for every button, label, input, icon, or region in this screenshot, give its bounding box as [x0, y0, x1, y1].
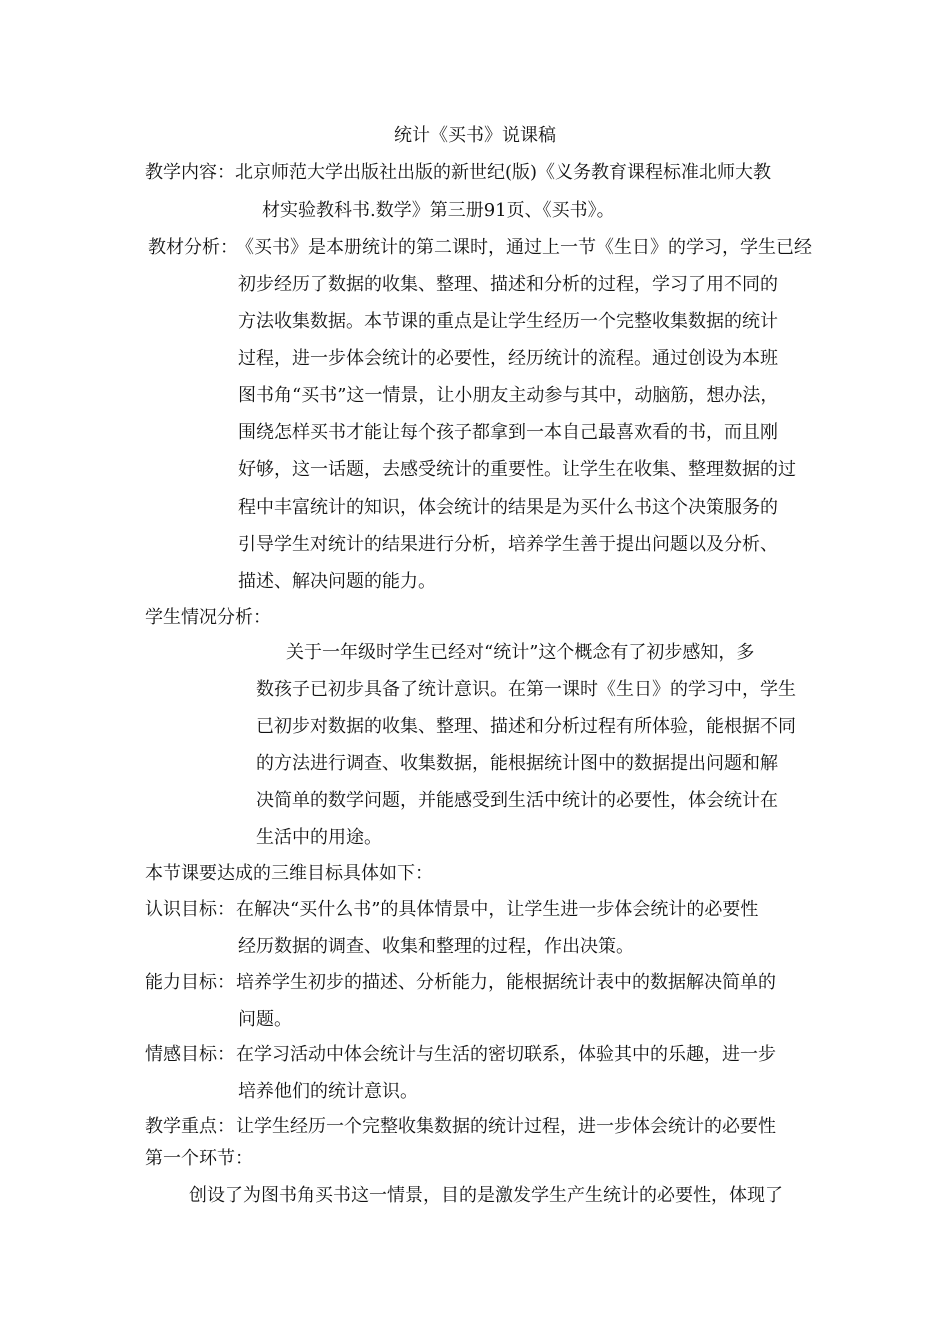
- goal-line: 问题。: [238, 1009, 292, 1030]
- goal-label: 情感目标：: [145, 1044, 235, 1065]
- key-point-text: 让学生经历一个完整收集数据的统计过程，进一步体会统计的必要性: [236, 1116, 776, 1137]
- goal-line: 培养他们的统计意识。: [238, 1081, 418, 1102]
- content-label: 教学内容：: [145, 162, 235, 183]
- material-line: 引导学生对统计的结果进行分析，培养学生善于提出问题以及分析、: [238, 534, 778, 555]
- goal-label: 认识目标：: [145, 899, 235, 920]
- material-line: 图书角“买书”这一情景，让小朋友主动参与其中，动脑筋，想办法，: [238, 385, 779, 406]
- goal-line: 培养学生初步的描述、分析能力，能根据统计表中的数据解决简单的: [236, 972, 776, 993]
- students-line: 决简单的数学问题，并能感受到生活中统计的必要性，体会统计在: [256, 790, 778, 811]
- material-line: 好够，这一话题，去感受统计的重要性。让学生在收集、整理数据的过: [238, 459, 796, 480]
- students-line: 的方法进行调查、收集数据，能根据统计图中的数据提出问题和解: [256, 753, 778, 774]
- section1-line: 创设了为图书角买书这一情景，目的是激发学生产生统计的必要性，体现了: [189, 1185, 783, 1206]
- key-point-label: 教学重点：: [145, 1116, 235, 1137]
- goal-line: 在学习活动中体会统计与生活的密切联系，体验其中的乐趣，进一步: [236, 1044, 776, 1065]
- section1-label: 第一个环节：: [145, 1148, 253, 1169]
- students-line: 生活中的用途。: [256, 827, 382, 848]
- students-line: 关于一年级时学生已经对“统计”这个概念有了初步感知，多: [286, 642, 755, 663]
- material-line: 过程，进一步体会统计的必要性，经历统计的流程。通过创设为本班: [238, 348, 778, 369]
- material-line: 描述、解决问题的能力。: [238, 571, 436, 592]
- students-line: 已初步对数据的收集、整理、描述和分析过程有所体验，能根据不同: [256, 716, 796, 737]
- goal-line: 在解决“买什么书”的具体情景中，让学生进一步体会统计的必要性: [236, 899, 759, 920]
- material-line: 方法收集数据。本节课的重点是让学生经历一个完整收集数据的统计: [238, 311, 778, 332]
- material-line: 围绕怎样买书才能让每个孩子都拿到一本自己最喜欢看的书，而且刚: [238, 422, 778, 443]
- goal-label: 能力目标：: [145, 972, 235, 993]
- students-label: 学生情况分析：: [145, 607, 271, 628]
- content-line: 材实验教科书.数学》第三册91页、《买书》。: [262, 200, 615, 221]
- material-label: 教材分析：: [148, 237, 238, 258]
- material-line: 初步经历了数据的收集、整理、描述和分析的过程，学习了用不同的: [238, 274, 778, 295]
- material-line: 程中丰富统计的知识，体会统计的结果是为买什么书这个决策服务的: [238, 497, 778, 518]
- page-title: 统计《买书》说课稿: [394, 125, 556, 146]
- goal-line: 经历数据的调查、收集和整理的过程，作出决策。: [238, 936, 634, 957]
- goals-intro: 本节课要达成的三维目标具体如下：: [145, 863, 433, 884]
- material-line: 《买书》是本册统计的第二课时，通过上一节《生日》的学习，学生已经: [236, 237, 812, 258]
- students-line: 数孩子已初步具备了统计意识。在第一课时《生日》的学习中，学生: [256, 679, 796, 700]
- content-line: 北京师范大学出版社出版的新世纪(版)《义务教育课程标准北师大教: [235, 162, 772, 183]
